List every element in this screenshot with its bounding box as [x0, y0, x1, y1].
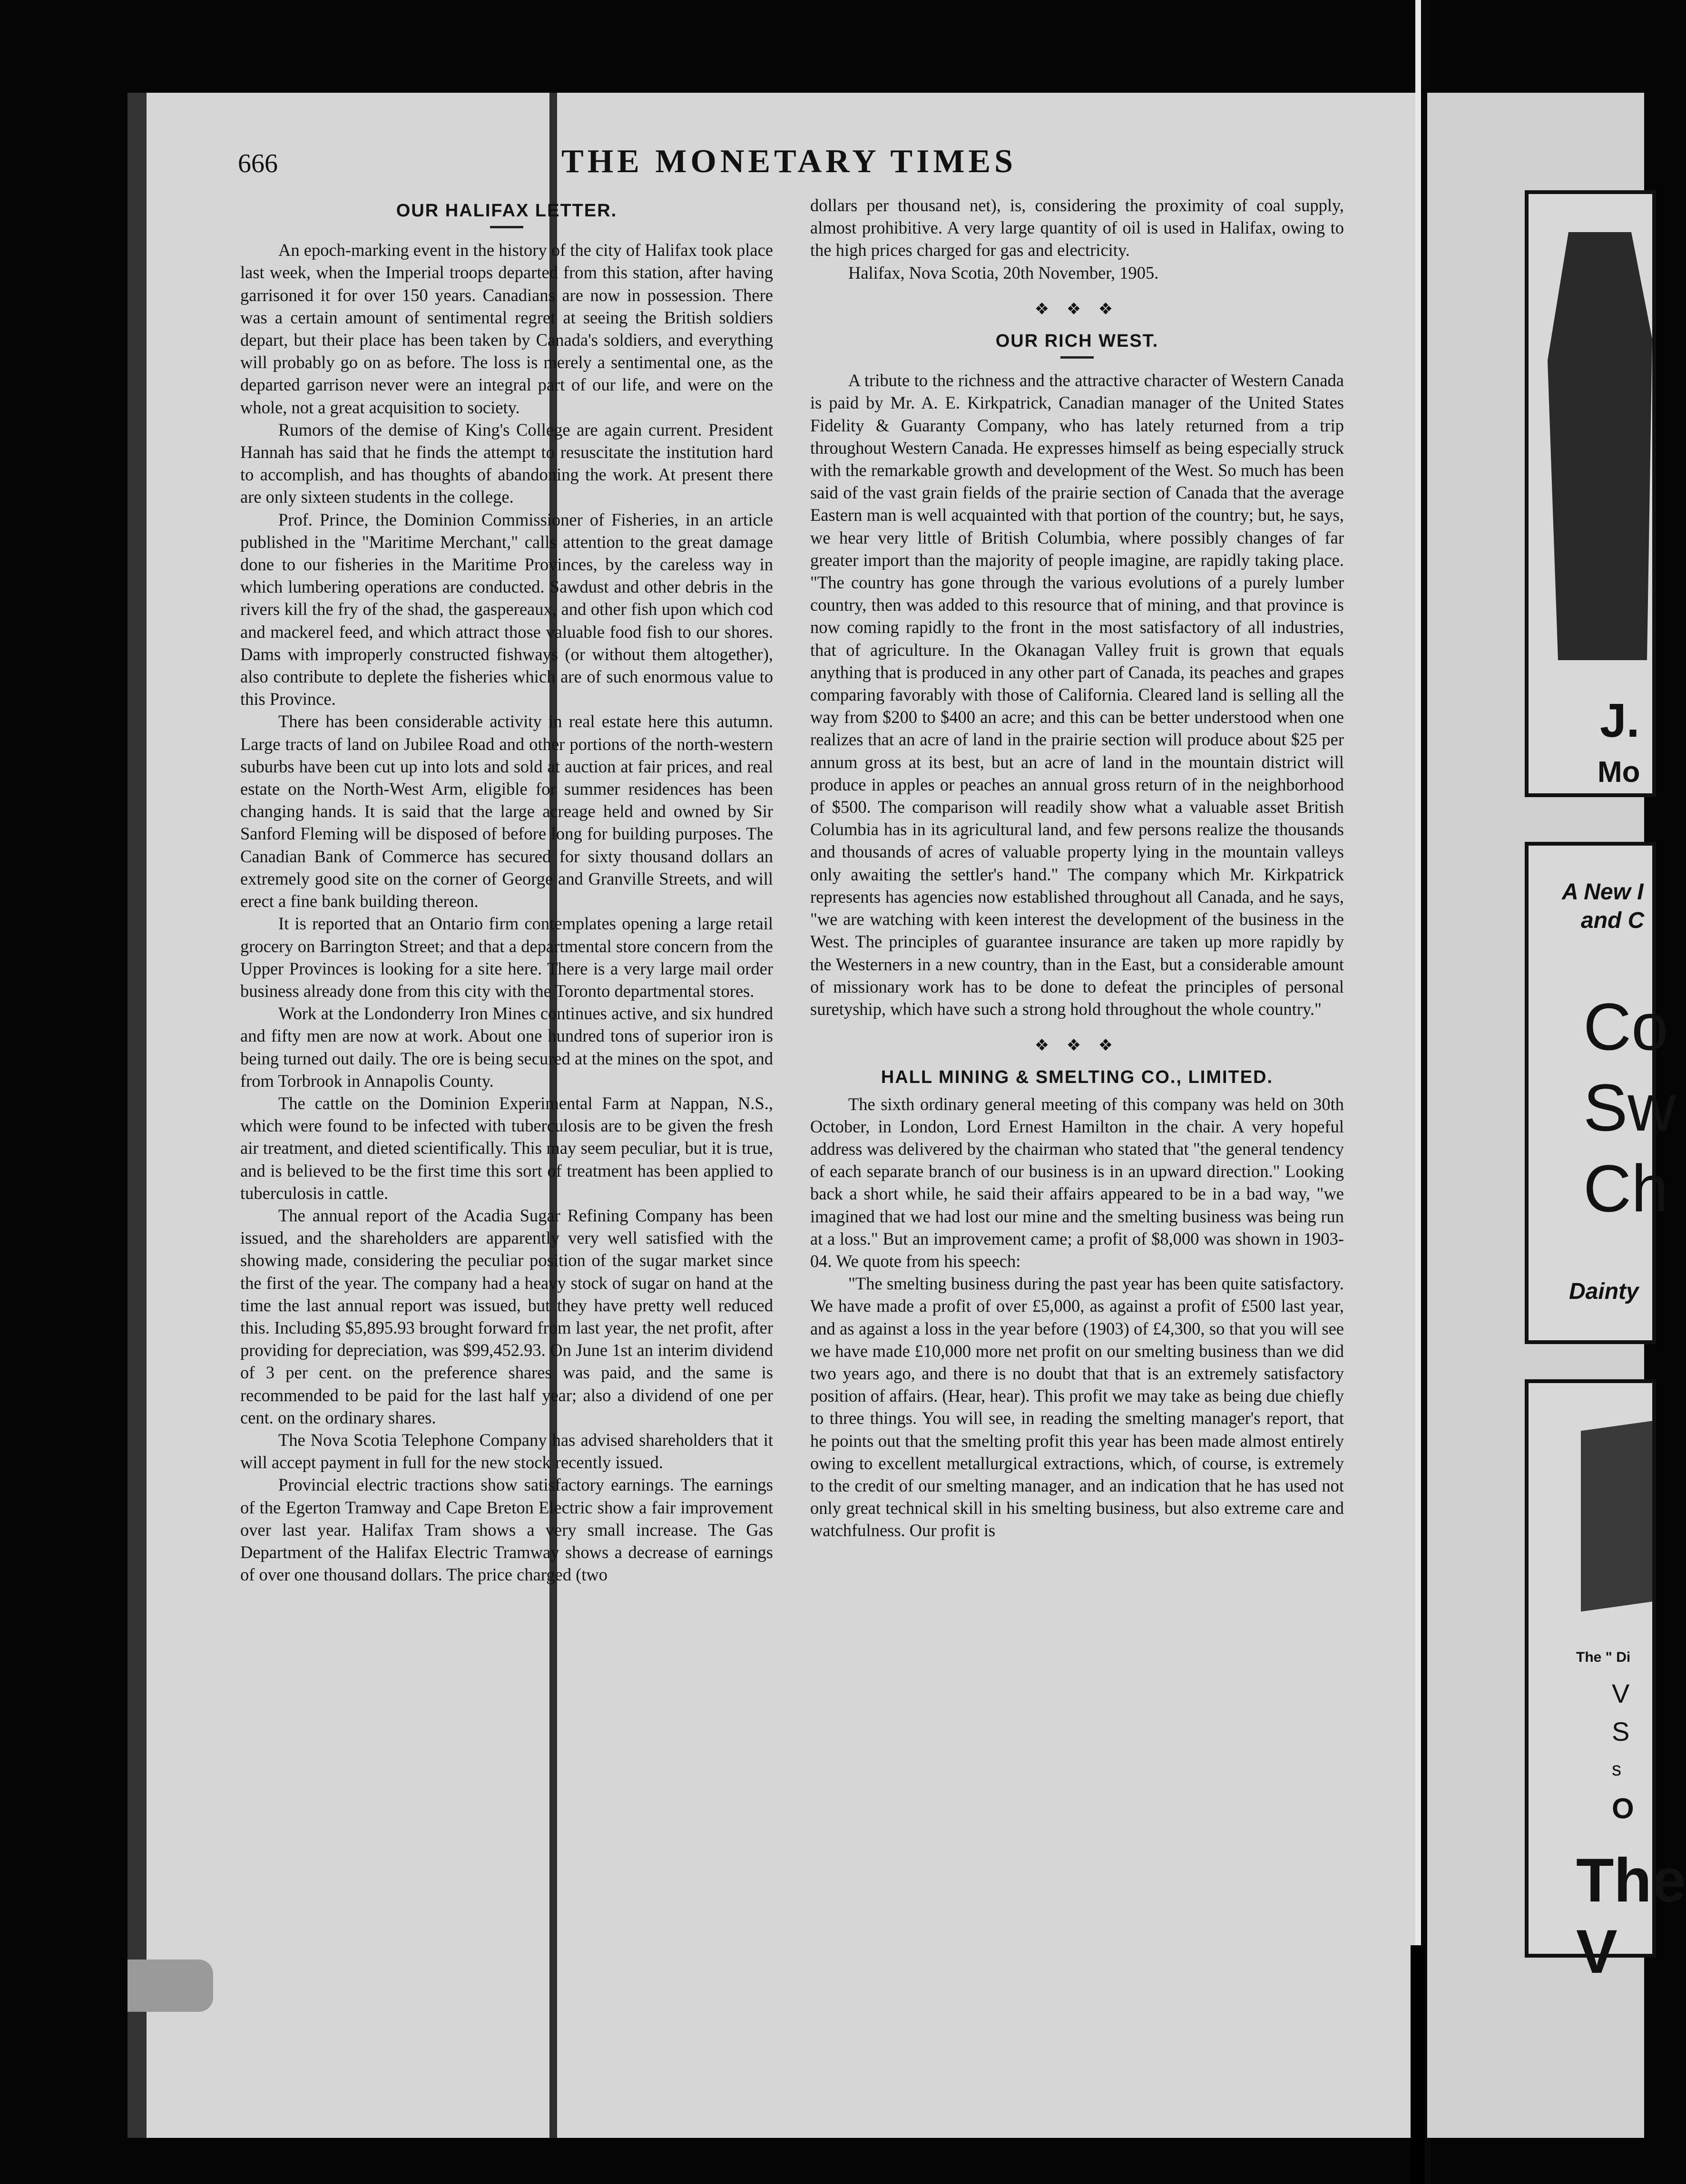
paragraph: An epoch-marking event in the history of the city of Halifax took place last week, when the Imperial troops departed from this station, after having garrisoned it for over 150 years. Canadians are now in possession. There was a certain amount of sentimental regret at seeing the British soldiers depart, but their place has been taken by Canada's soldiers, and everything will probably go on as before. The loss is merely a sentimental one, as the departed garrison never were an integral part of our life, and were on the whole, not a great acquisition to society. — [240, 240, 773, 417]
ad-text: V — [1612, 1678, 1630, 1708]
paragraph: The sixth ordinary general meeting of this company was held on 30th October, in London, Lord Ernest Hamilton in the chair. A very hopeful address was delivered by the chairman who stated that "the general tendency of each separate branch of our business is in an upward direction." Looking back a short while, he said their affairs appeared to be in a bad way, "we imagined that we had lost our mine and the smelting business was being run at a loss." But an improvement came; a profit of $8,000 was shown in 1903-04. We quote from his speech: — [810, 1094, 1344, 1271]
paragraph: It is reported that an Ontario firm contemplates opening a large retail grocery on Barrington Street; and that a departmental store concern from the Upper Provinces is looking for a site here. There is a very large mail order business already done from this city with the Toronto departmental stores. — [240, 914, 773, 1001]
machine-illustration — [1581, 1421, 1652, 1611]
binding-edge — [127, 93, 147, 2138]
paragraph: A tribute to the richness and the attractive character of Western Canada is paid by Mr. A. E. Kirkpatrick, Canadian manager of the United States Fidelity & Guaranty Company, who has lately returned from a trip throughout Western Canada. He expresses himself as being especially struck with the remarkable growth and development of the West. So much has been said of the vast grain fields of the prairie section of Canada that the average Eastern man is well acquainted with that portion of the country; but, he says, we hear very little of British Columbia, where possibly changes of far greater import than the majority of people imagine, are rapidly taking place. "The country has gone through the various evolutions of a purely lumber country, then was added to this resource that of mining, and that province is now coming rapidly to the front in the most satisfactory of all industries, that of agriculture. In the Okanagan Valley fruit is grown that equals anything that is produced in any other part of Canada, its peaches and grapes comparing favorably with those of California. Cleared land is selling all the way from $200 to $400 an acre; and this can be better understood when one realizes that an acre of land in the prairie section will produce about $25 per annum gross at its best, but an acre of land in the mountain district will produce in apples or peaches an annual gross return of in the neighborhood of $500. The comparison will readily show what a valuable asset British Columbia has in its agricultural land, and few persons realize the thousands and thousands of acres of valuable property lying in the mountain valleys only awaiting the settler's hand." The company which Mr. Kirkpatrick represents has agencies now established throughout all Canada, and he says, "we are watching with keen interest the development of the business in the West. The principles of guarantee insurance are taken up more rapidly by the Westerners in a new country, than in the East, but a considerable amount of missionary work has to be done to defeat the principles of personal suretyship, which have such a strong hold throughout the whole country." — [810, 370, 1344, 1019]
scan-clip — [127, 1960, 213, 2012]
heading-rule — [1060, 356, 1094, 359]
page-divider — [1415, 0, 1421, 2184]
ad-text: A New I — [1562, 879, 1644, 905]
ad-text: and C — [1581, 908, 1645, 933]
scan-shadow — [1411, 1945, 1425, 2184]
paragraph: The annual report of the Acadia Sugar Refining Company has been issued, and the shareholders are apparently very well satisfied with the showing made, considering the peculiar position of the sugar market since the first of the year. The company had a heavy stock of sugar on hand at the time the last annual report was issued, but they have pretty well reduced this. Including $5,895.93 brought forward from last year, the net profit, after providing for depreciation, was $99,452.93. On June 1st an interim dividend of 3 per cent. on the preference shares was paid, and the same is recommended to be paid for the last half year; also a dividend of one per cent. on the ordinary shares. — [240, 1205, 773, 1427]
coat-illustration — [1548, 232, 1652, 660]
hall-mining-heading: HALL MINING & SMELTING CO., LIMITED. — [881, 1067, 1274, 1088]
paragraph: Work at the Londonderry Iron Mines continues active, and six hundred and fifty men are now at work. About one hundred tons of superior iron is being turned out daily. The ore is being secured at the mines on the spot, and from Torbrook in Annapolis County. — [240, 1004, 773, 1091]
sweets-advertisement — [1525, 842, 1676, 1344]
paragraph-continuation: dollars per thousand net), is, considering the proximity of coal supply, almost prohibitive. A very large quantity of oil is used in Halifax, owing to the high prices charged for gas and electricity. — [810, 195, 1344, 260]
heading-rule — [490, 226, 523, 228]
ad-text: Co — [1583, 989, 1668, 1064]
machine-advertisement — [1525, 1379, 1686, 1986]
paragraph: There has been considerable activity in real estate here this autumn. Large tracts of land on Jubilee Road and other portions of the north-western suburbs have been cut up into lots and sold at auction at fair prices, and real estate on the North-West Arm, eligible for summer residences has been changing hands. It is said that the large acreage held and owned by Sir Sanford Fleming will be disposed of before long for building purposes. The Canadian Bank of Commerce has secured for sixty thousand dollars an extremely good site on the corner of George and Granville Streets, and will erect a fine bank building thereon. — [240, 712, 773, 911]
paragraph: The Nova Scotia Telephone Company has advised shareholders that it will accept payment in full for the new stock recently issued. — [240, 1430, 773, 1472]
right-column — [810, 194, 1344, 1542]
paragraph: The cattle on the Dominion Experimental Farm at Nappan, N.S., which were found to be infected with tuberculosis are to be given the fresh air treatment, and dieted scientifically. This may seem peculiar, but it is true, and is believed to be the first time this sort of treatment has been applied to tuberculosis in cattle. — [240, 1093, 773, 1203]
coat-advertisement — [1525, 190, 1656, 797]
left-column — [240, 200, 773, 1586]
ad-text: Ch — [1583, 1151, 1668, 1226]
ornament-divider: ❖ ❖ ❖ — [1034, 300, 1120, 318]
paragraph: Rumors of the demise of King's College are again current. President Hannah has said that he finds the attempt to resuscitate the institution hard to accomplish, and has thoughts of abandoning the work. At present there are only sixteen students in the college. — [240, 419, 773, 507]
ad-text: O — [1612, 1793, 1634, 1824]
ad-text: The " Di — [1576, 1649, 1631, 1665]
ad-text: S — [1612, 1716, 1630, 1746]
dateline: Halifax, Nova Scotia, 20th November, 1905. — [848, 263, 1159, 283]
masthead: THE MONETARY TIMES — [561, 143, 1017, 180]
ad-text: J. — [1600, 694, 1640, 747]
ornament-divider: ❖ ❖ ❖ — [1034, 1037, 1120, 1055]
ad-text: Mo — [1598, 756, 1640, 789]
rich-west-heading: OUR RICH WEST. — [995, 331, 1159, 351]
ad-text: The V — [1576, 1845, 1686, 1986]
ad-text: s — [1612, 1759, 1621, 1780]
paragraph: Prof. Prince, the Dominion Commissioner of Fisheries, in an article published in the "Maritime Merchant," calls attention to the great damage done to our fisheries in the Maritime Provinces, by the careless way in which lumbering operations are conducted. Sawdust and other debris in the rivers kill the fry of the shad, the gaspereaux, and other fish upon which cod and mackerel feed, and which attract those valuable food fish to our shores. Dams with improperly constructed fishways (or without them altogether), also contribute to deplete the fisheries which are of such enormous value to this Province. — [240, 509, 773, 709]
page-number: 666 — [238, 149, 278, 178]
ad-text: Dainty — [1569, 1279, 1639, 1304]
paragraph: "The smelting business during the past year has been quite satisfactory. We have made a profit of over £5,000, as against a profit of £500 last year, and as against a loss in the year before (1903) of £4,300, so that you will see we have made £10,000 more net profit on our smelting business than we did two years ago, and there is no doubt that that is an extremely satisfactory position of affairs. (Hear, hear). This profit we may take as being due chiefly to three things. You will see, in reading the smelting manager's report, that he points out that the smelting profit this year has been made almost entirely owing to excellent metallurgical extractions, which, of course, is extremely to the credit of our smelting manager, and an indication that he has used not only great technical skill in his smelting business, but also extreme care and watchfulness. Our profit is — [810, 1274, 1344, 1540]
ad-text: Sw — [1583, 1070, 1676, 1145]
halifax-heading: OUR HALIFAX LETTER. — [396, 201, 618, 221]
paragraph: Provincial electric tractions show satisfactory earnings. The earnings of the Egerton Tramway and Cape Breton Electric show a fair improvement over last year. Halifax Tram shows a very small increase. The Gas Department of the Halifax Electric Tramway shows a decrease of earnings of over one thousand dollars. The price charged (two — [240, 1475, 773, 1585]
